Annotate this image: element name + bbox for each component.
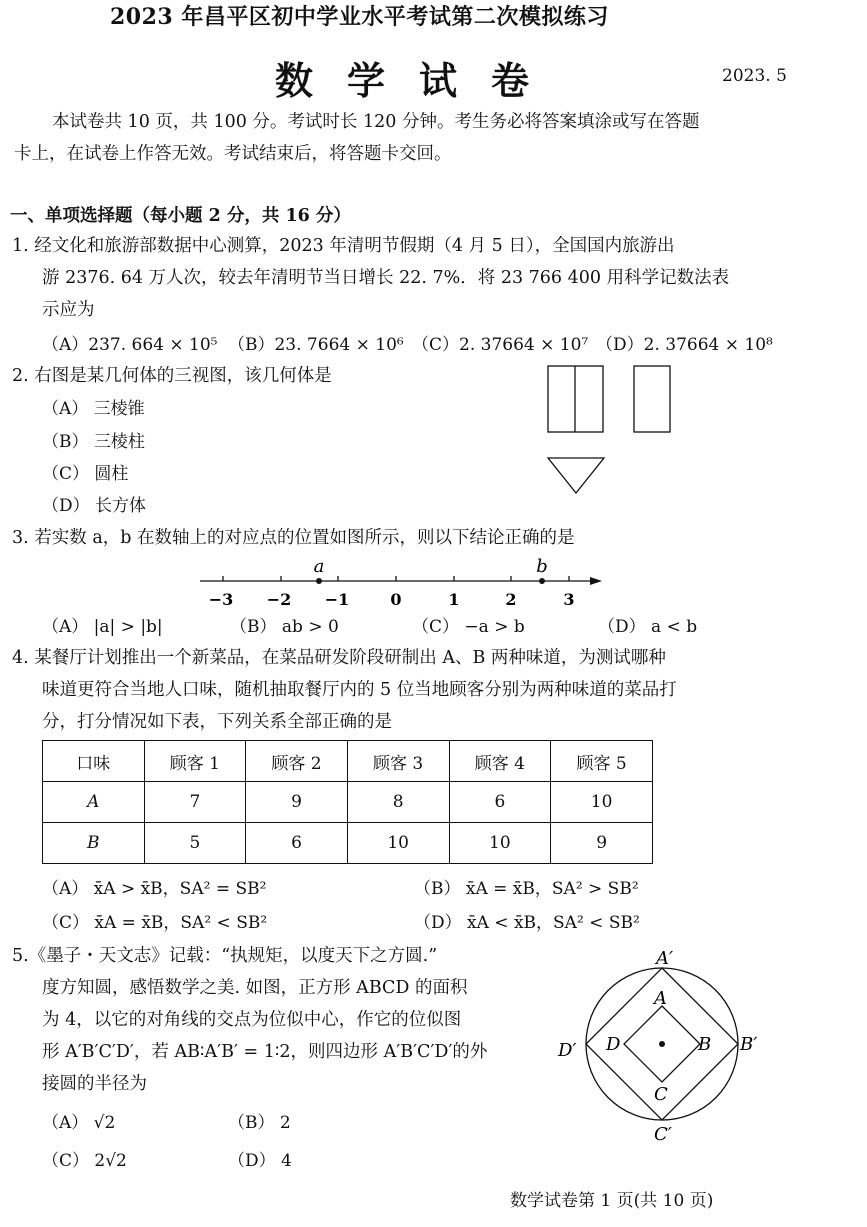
q1-option-c: （C）2. 37664 × 10⁷ [412,335,589,355]
q5-option-d: （D） 4 [228,1151,292,1171]
q1-line-1: 1. 经文化和旅游部数据中心测算，2023 年清明节假期（4 月 5 日），全国国内旅游出 [12,236,675,256]
label-b-prime: B′ [740,1034,758,1055]
subject-title: 数学试卷 [275,58,564,103]
table-header-row [43,741,653,782]
q4-line-3: 分，打分情况如下表，下列关系全部正确的是 [42,712,392,732]
q4-line-2: 味道更符合当地人口味，随机抽取餐厅内的 5 位当地顾客分别为两种味道的菜品打 [42,680,677,700]
point-a-label: a [313,556,325,577]
q1-line-3: 示应为 [42,300,95,320]
table-cell: 10 [551,782,653,823]
score-table [42,740,653,864]
q5-line-3: 为 4，以它的对角线的交点为位似中心，作它的位似图 [42,1010,462,1030]
tick-label: 1 [448,590,460,609]
number-line [190,552,610,610]
table-row [43,782,653,823]
table-header-cell: 口味 [43,741,145,782]
table-row [43,823,653,864]
q1-option-a: （A）237. 664 × 10⁵ [42,335,218,355]
side-view-rect [634,366,670,432]
page-footer: 数学试卷第 1 页(共 10 页) [510,1191,714,1211]
label-d-prime: D′ [558,1040,577,1061]
table-cell: 6 [449,782,551,823]
point-b [539,578,545,584]
table-cell: 10 [449,823,551,864]
label-a: A [654,988,667,1009]
q2-option-c: （C） 圆柱 [42,464,129,484]
label-b: B [698,1034,712,1055]
q5-line-1: 5.《墨子・天文志》记载：“执规矩，以度天下之方圆.” [12,946,438,966]
q1-option-b: （B）23. 7664 × 10⁶ [228,335,404,355]
q2-option-a: （A） 三棱锥 [42,399,145,419]
table-cell: 6 [246,823,348,864]
table-cell: 9 [246,782,348,823]
table-header-cell: 顾客 3 [347,741,449,782]
q4-option-a: （A） x̄A > x̄B，SA² = SB² [42,879,267,899]
q1-option-d: （D）2. 37664 × 10⁸ [596,335,773,355]
q4-option-d: （D） x̄A < x̄B，SA² < SB² [414,913,640,933]
q4-option-c: （C） x̄A = x̄B，SA² < SB² [42,913,268,933]
center-point [659,1041,665,1047]
exam-date: 2023. 5 [722,66,787,86]
table-cell: 8 [347,782,449,823]
tick-label: 2 [505,590,517,609]
table-header-cell: 顾客 5 [551,741,653,782]
tick-label: 0 [390,590,402,609]
label-c: C [654,1084,668,1105]
q5-line-4: 形 A′B′C′D′，若 AB∶A′B′ = 1∶2，则四边形 A′B′C′D′的外 [42,1042,488,1062]
q3-option-c: （C） −a > b [412,617,525,637]
point-a [316,578,322,584]
table-cell: 7 [144,782,246,823]
q2-stem: 2. 右图是某几何体的三视图，该几何体是 [12,366,332,386]
q4-option-b: （B） x̄A = x̄B，SA² > SB² [414,879,639,899]
q2-option-d: （D） 长方体 [42,496,147,516]
three-view-figure [540,360,680,500]
table-cell: 10 [347,823,449,864]
q4-line-1: 4. 某餐厅计划推出一个新菜品，在菜品研发阶段研制出 A、B 两种味道，为测试哪种 [12,648,666,668]
top-view-triangle [548,458,604,493]
table-header-cell: 顾客 2 [246,741,348,782]
label-c-prime: C′ [654,1124,672,1145]
q5-option-a: （A） √2 [42,1113,116,1133]
q5-option-c: （C） 2√2 [42,1151,127,1171]
q5-line-5: 接圆的半径为 [42,1074,147,1094]
q3-option-a: （A） |a| > |b| [42,617,163,637]
tick-label: −3 [208,590,234,609]
axis-arrow [590,577,602,585]
q5-line-2: 度方知圆，感悟数学之美. 如图，正方形 ABCD 的面积 [42,978,468,998]
tick-label: −1 [324,590,350,609]
intro-line-1: 本试卷共 10 页，共 100 分。考试时长 120 分钟。考生务必将答案填涂或写在答题 [52,112,700,132]
table-cell: A [43,782,145,823]
q2-option-b: （B） 三棱柱 [42,432,145,452]
q1-line-2: 游 2376. 64 万人次，较去年清明节当日增长 22. 7%．将 23 766 400 用科学记数法表 [42,268,730,288]
exam-title: 2023 年昌平区初中学业水平考试第二次模拟练习 [110,4,609,30]
q3-option-b: （B） ab > 0 [230,617,339,637]
point-b-label: b [536,556,548,577]
q5-option-b: （B） 2 [228,1113,291,1133]
table-cell: 5 [144,823,246,864]
label-d: D [606,1034,621,1055]
q3-stem: 3. 若实数 a，b 在数轴上的对应点的位置如图所示，则以下结论正确的是 [12,528,575,548]
table-cell: B [43,823,145,864]
intro-line-2: 卡上，在试卷上作答无效。考试结束后，将答题卡交回。 [14,144,452,164]
tick-label: 3 [563,590,575,609]
square-circle-figure [552,940,772,1150]
table-header-cell: 顾客 4 [449,741,551,782]
table-cell: 9 [551,823,653,864]
label-a-prime: A′ [656,948,674,969]
table-header-cell: 顾客 1 [144,741,246,782]
section-heading: 一、单项选择题（每小题 2 分，共 16 分） [10,206,351,226]
q3-option-d: （D） a < b [598,617,698,637]
tick-label: −2 [266,590,292,609]
